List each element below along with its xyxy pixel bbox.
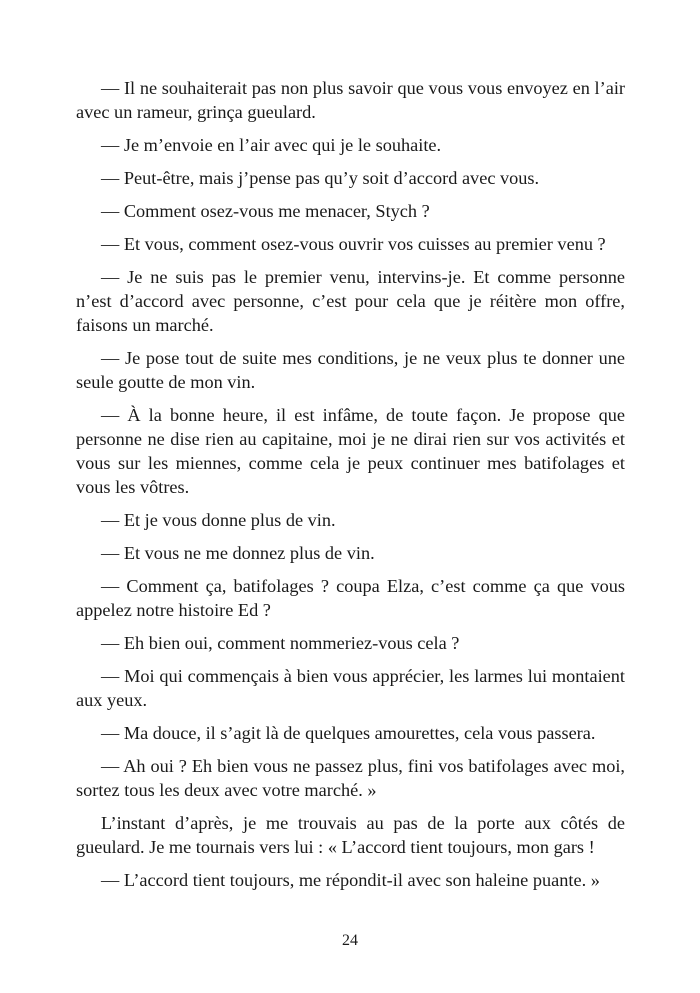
- paragraph: — Je ne suis pas le premier venu, intervins-je. Et comme personne n’est d’accord avec personne, c’est pour cela que je réitère mon offre, faisons un marché.: [76, 267, 625, 335]
- paragraph: L’instant d’après, je me trouvais au pas de la porte aux côtés de gueulard. Je me tournais vers lui : « L’accord tient toujours, mon gars !: [76, 813, 625, 857]
- paragraph: — À la bonne heure, il est infâme, de toute façon. Je propose que personne ne dise rien au capitaine, moi je ne dirai rien sur vos activités et vous sur les miennes, comme cela je peux continuer mes batifolages et vous les vôtres.: [76, 405, 625, 497]
- paragraph: — Moi qui commençais à bien vous apprécier, les larmes lui montaient aux yeux.: [76, 666, 625, 710]
- paragraph: — Et je vous donne plus de vin.: [101, 510, 336, 530]
- paragraph: — Comment ça, batifolages ? coupa Elza, c’est comme ça que vous appelez notre histoire Ed ?: [76, 576, 625, 620]
- paragraph: — Comment osez-vous me menacer, Stych ?: [101, 201, 430, 221]
- page-body: [76, 76, 625, 901]
- paragraph: — Ah oui ? Eh bien vous ne passez plus, fini vos batifolages avec moi, sortez tous les deux avec votre marché. »: [76, 756, 625, 800]
- paragraph: — Ma douce, il s’agit là de quelques amourettes, cela vous passera.: [101, 723, 596, 743]
- paragraph: — Eh bien oui, comment nommeriez-vous cela ?: [101, 633, 460, 653]
- paragraph: — Je pose tout de suite mes conditions, je ne veux plus te donner une seule goutte de mon vin.: [76, 348, 625, 392]
- paragraph: — Je m’envoie en l’air avec qui je le souhaite.: [101, 135, 442, 155]
- paragraph: — Peut-être, mais j’pense pas qu’y soit d’accord avec vous.: [101, 168, 540, 188]
- paragraph: — L’accord tient toujours, me répondit-il avec son haleine puante. »: [101, 870, 600, 890]
- page-number: 24: [342, 932, 358, 949]
- paragraph: — Il ne souhaiterait pas non plus savoir que vous vous envoyez en l’air avec un rameur, grinça gueulard.: [76, 78, 625, 122]
- paragraph: — Et vous, comment osez-vous ouvrir vos cuisses au premier venu ?: [101, 234, 606, 254]
- paragraph: — Et vous ne me donnez plus de vin.: [101, 543, 375, 563]
